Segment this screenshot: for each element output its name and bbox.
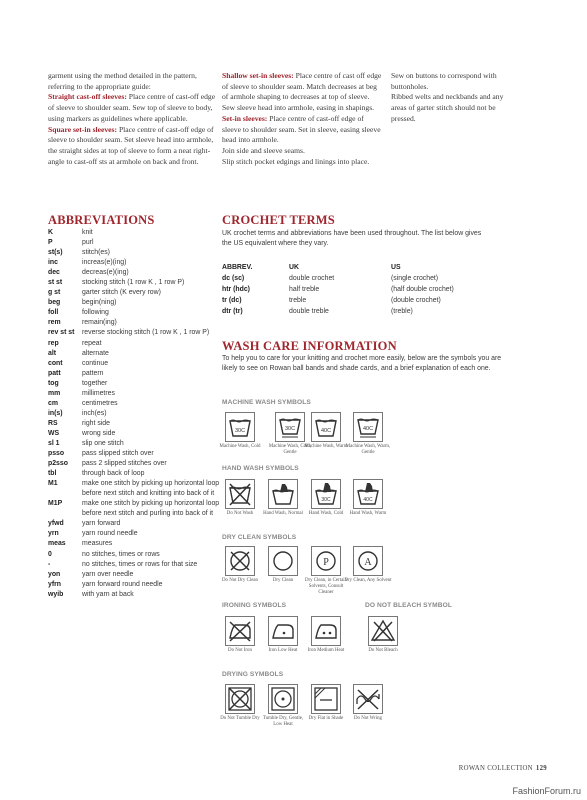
abbreviation-meaning: knit [82, 229, 93, 236]
abbreviation-meaning: millimetres [82, 389, 115, 397]
tumble-dry-gentle-icon [268, 684, 298, 714]
crochet-terms-table [222, 262, 491, 317]
hand-wash-warm-icon [353, 479, 383, 509]
col2-para-3: Join side and sleeve seams. [222, 145, 305, 155]
dry-clean-caption: Dry Clean [272, 578, 294, 583]
abbreviation-row [48, 439, 223, 449]
abbreviation-key: in(s) [48, 409, 63, 417]
abbreviation-row [48, 590, 223, 600]
do-not-iron-caption: Do Not Iron [228, 648, 252, 653]
do-not-wash-caption: Do Not Wash [226, 511, 254, 516]
abbreviation-key: meas [48, 540, 66, 548]
abbreviation-row [48, 449, 223, 459]
ironing-title: IRONING SYMBOLS [222, 602, 287, 609]
drying-title: DRYING SYMBOLS [222, 671, 284, 678]
wash-care-intro: To help you to care for your knitting and crochet more easily, below are the symbols you are likely to see on Rowan ball bands and shade cards, and a brief explanation of each one. [222, 355, 502, 373]
abbreviation-meaning: pattern [82, 369, 104, 377]
footer-label: ROWAN COLLECTION [458, 765, 533, 772]
page-footer [459, 765, 547, 772]
abbreviation-meaning: make one stitch by picking up horizontal loop before next stitch and purling into back of it [82, 500, 220, 518]
abbreviation-row [48, 248, 223, 258]
abbreviation-key: tbl [48, 470, 57, 478]
abbreviation-meaning: yarn round needle [82, 530, 138, 538]
abbreviation-meaning: yarn over needle [82, 570, 134, 578]
abbreviation-key: beg [48, 299, 61, 307]
abbreviation-row [48, 288, 223, 298]
abbreviation-row [48, 268, 223, 278]
abbreviation-row [48, 339, 223, 349]
abbreviation-key: M1P [48, 500, 63, 508]
abbreviation-meaning: no stitches, times or rows for that size [82, 560, 198, 568]
crochet-table-header [222, 262, 491, 273]
abbreviation-meaning: stitch(es) [82, 249, 110, 257]
hand-wash-warm-temp: 40C [363, 497, 373, 503]
abbreviation-key: tog [48, 379, 59, 387]
hand-wash-normal-icon [268, 479, 298, 509]
abbreviation-row [48, 298, 223, 308]
abbreviation-key: sl 1 [48, 439, 60, 447]
abbreviation-row [48, 529, 223, 539]
abbreviation-key: rem [48, 319, 61, 327]
dry-clean-p-letter: P [323, 557, 329, 568]
abbreviation-row [48, 379, 223, 389]
abbreviation-key: alt [48, 349, 57, 357]
intro-column-2 [222, 71, 382, 167]
machine-wash-warm-caption: Machine Wash, Warm [304, 444, 348, 449]
crochet-row: tr (dc) treble (double crochet) [222, 297, 441, 304]
abbreviation-meaning: begin(ning) [82, 299, 117, 307]
abbreviation-row [48, 539, 223, 549]
abbreviation-key: p2sso [48, 460, 68, 468]
machine-wash-cold-caption: Machine Wash, Cold [219, 444, 261, 449]
abbreviation-key: inc [48, 259, 58, 267]
abbreviation-row [48, 258, 223, 268]
abbreviation-meaning: decreas(e)(ing) [82, 269, 129, 277]
abbreviation-key: st(s) [48, 249, 63, 257]
dry-clean-certain-solvents-icon [311, 546, 341, 576]
abbreviation-key: rep [48, 339, 59, 347]
abbreviation-meaning: make one stitch by picking up horizontal loop before next stitch and knitting into back of it [82, 480, 220, 498]
abbreviation-key: yrn [48, 530, 59, 538]
abbreviation-key: wyib [48, 590, 64, 598]
wash-care-heading: WASH CARE INFORMATION [222, 339, 397, 353]
dry-clean-any-solvent-icon [353, 546, 383, 576]
abbreviation-key: foll [48, 309, 59, 317]
abbreviation-meaning: centimetres [82, 399, 118, 407]
col1-para-1: garment using the method detailed in the pattern, referring to the appropriate guide: [48, 71, 197, 91]
abbreviation-meaning: with yarn at back [82, 590, 134, 598]
machine-wash-warm-temp: 40C [320, 428, 332, 434]
col1-para-2: Straight cast-off sleeves: Place centre of cast-off edge of sleeve to shoulder seam. Sew top of sleeve to body, using markers as guidelines where applicable. [48, 92, 216, 123]
do-not-tumble-dry-caption: Do Not Tumble Dry [220, 716, 260, 721]
abbreviation-key: M1 [48, 480, 58, 488]
abbreviation-meaning: increas(e)(ing) [82, 259, 127, 267]
header-us: US [391, 264, 401, 271]
dry-flat-in-shade-icon [311, 684, 341, 714]
abbreviation-key: 0 [48, 550, 52, 558]
col1-para-3: Square set-in sleeves: Place centre of cast-off edge of sleeve to shoulder seam. Set sleeve head into armhole, the straight sides at top of sleeve to form a neat right-angle to cast-off sts at armhole on back and front. [48, 124, 214, 166]
abbreviation-meaning: yarn forward round needle [82, 580, 163, 588]
abbreviation-key: rev st st [48, 329, 75, 337]
abbreviation-row [48, 550, 223, 560]
dry-clean-a-letter: A [364, 557, 372, 568]
abbreviation-key: P [48, 239, 53, 247]
abbreviation-meaning: reverse stocking stitch (1 row K , 1 row P) [82, 329, 210, 337]
header-abbrev: ABBREV. [222, 264, 253, 271]
hand-wash-cold-caption: Hand Wash, Cold [308, 511, 344, 516]
intro-column-3 [391, 71, 516, 125]
abbreviation-key: patt [48, 369, 61, 377]
abbreviation-key: st st [48, 279, 63, 287]
abbreviation-meaning: wrong side [82, 429, 116, 437]
col2-para-4: Slip stitch pocket edgings and linings into place. [222, 156, 370, 166]
header-uk: UK [289, 264, 299, 271]
hand-wash-cold-icon [311, 479, 341, 509]
do-not-iron-icon [225, 616, 255, 646]
iron-low-heat-icon [268, 616, 298, 646]
col3-para-1: Sew on buttons to correspond with buttonholes. [391, 71, 497, 91]
machine-wash-warm-gentle-caption: Machine Wash, Warm, Gentle [345, 444, 391, 456]
abbreviation-row [48, 580, 223, 590]
machine-wash-title: MACHINE WASH SYMBOLS [222, 399, 311, 406]
abbreviation-meaning: following [82, 309, 109, 317]
abbreviation-row [48, 369, 223, 379]
dry-clean-title: DRY CLEAN SYMBOLS [222, 534, 297, 541]
do-not-dry-clean-icon [225, 546, 255, 576]
abbreviation-meaning: inch(es) [82, 409, 107, 417]
dry-flat-in-shade-caption: Dry Flat in Shade [308, 716, 344, 721]
abbreviation-row [48, 429, 223, 439]
abbreviation-row [48, 479, 223, 499]
machine-wash-cold-icon [225, 412, 255, 442]
abbreviation-row [48, 328, 223, 338]
abbreviation-row [48, 278, 223, 288]
abbreviation-row [48, 228, 223, 238]
abbreviation-row [48, 389, 223, 399]
iron-low-heat-caption: Iron Low Heat [268, 648, 298, 653]
abbreviations-list [48, 228, 223, 600]
abbreviation-key: yfwd [48, 520, 64, 528]
col3-para-2: Ribbed welts and neckbands and any areas of garter stitch should not be pressed. [391, 92, 504, 123]
abbreviation-key: yon [48, 570, 61, 578]
abbreviation-row [48, 459, 223, 469]
abbreviation-key: RS [48, 419, 58, 427]
abbreviation-row [48, 419, 223, 429]
dry-clean-any-solvent-caption: Dry Clean, Any Solvent [344, 578, 392, 583]
abbreviation-key: dec [48, 269, 60, 277]
do-not-wring-caption: Do Not Wring [354, 716, 382, 721]
intro-column-1 [48, 71, 216, 167]
abbreviation-meaning: pass slipped stitch over [82, 450, 154, 458]
abbreviation-meaning: repeat [82, 339, 102, 347]
abbreviation-key: WS [48, 429, 60, 437]
abbreviation-row [48, 308, 223, 318]
machine-wash-warm-gentle-icon [353, 412, 383, 442]
hand-wash-normal-caption: Hand Wash, Normal [263, 511, 303, 516]
dry-clean-certain-solvents-caption: Dry Clean, in Certain Solvents, Consult Cleaner [304, 578, 348, 596]
abbreviation-row [48, 469, 223, 479]
abbreviation-row [48, 318, 223, 328]
col2-para-2: Set-in sleeves: Place centre of cast-off edge of sleeve to shoulder seam. Set in sleeve, easing sleeve head into armhole. [222, 113, 381, 145]
iron-medium-heat-caption: Iron Medium Heat [307, 648, 345, 653]
abbreviation-row [48, 499, 223, 519]
abbreviation-meaning: yarn forward [82, 520, 121, 528]
abbreviation-key: yfrn [48, 580, 62, 588]
crochet-terms-heading: CROCHET TERMS [222, 213, 335, 227]
crochet-row: dtr (tr) double treble (treble) [222, 308, 413, 315]
bleach-title: DO NOT BLEACH SYMBOL [365, 602, 452, 609]
abbreviation-meaning: stocking stitch (1 row K , 1 row P) [82, 279, 185, 287]
machine-wash-warm-gentle-temp: 40C [362, 426, 374, 432]
abbreviation-row [48, 560, 223, 570]
machine-wash-cold-gentle-caption: Machine Wash, Cold, Gentle [268, 444, 312, 456]
abbreviation-row [48, 409, 223, 419]
crochet-row: dc (sc) double crochet (single crochet) [222, 275, 439, 282]
abbreviation-key: K [48, 229, 53, 236]
abbreviation-row [48, 399, 223, 409]
abbreviation-meaning: measures [82, 540, 113, 548]
machine-wash-cold-temp: 30C [234, 428, 246, 434]
abbreviation-meaning: together [82, 379, 108, 387]
dry-clean-icon [268, 546, 298, 576]
abbreviation-row [48, 238, 223, 248]
abbreviation-meaning: right side [82, 419, 110, 427]
abbreviation-meaning: alternate [82, 349, 109, 357]
do-not-wash-icon [225, 479, 255, 509]
col2-para-1: Shallow set-in sleeves: Place centre of cast off edge of sleeve to shoulder seam. Match decreases at beg of armhole shaping to decreases at top of sleeve. Sew sleeve head into armhole, easing in shapings. [222, 71, 382, 113]
abbreviation-meaning: through back of loop [82, 470, 145, 478]
abbreviation-meaning: remain(ing) [82, 319, 117, 327]
abbreviation-row [48, 359, 223, 369]
abbreviation-key: psso [48, 450, 65, 458]
watermark: FashionForum.ru [512, 786, 581, 796]
abbreviation-row [48, 349, 223, 359]
do-not-bleach-caption: Do Not Bleach [368, 648, 398, 653]
machine-wash-warm-icon [311, 412, 341, 442]
hand-wash-cold-temp: 30C [321, 497, 331, 503]
abbreviation-row [48, 519, 223, 529]
abbreviation-row [48, 570, 223, 580]
abbreviation-key: g st [48, 289, 61, 297]
tumble-dry-gentle-caption: Tumble Dry, Gentle, Low Heat [262, 716, 304, 728]
abbreviation-meaning: continue [82, 359, 109, 367]
machine-wash-cold-gentle-temp: 30C [284, 426, 296, 432]
abbreviation-key: mm [48, 389, 61, 397]
abbreviation-meaning: garter stitch (K every row) [82, 289, 161, 297]
hand-wash-title: HAND WASH SYMBOLS [222, 465, 299, 472]
hand-wash-warm-caption: Hand Wash, Warm [349, 511, 387, 516]
abbreviation-meaning: no stitches, times or rows [82, 550, 160, 558]
abbreviation-key: cont [48, 359, 63, 367]
iron-medium-heat-icon [311, 616, 341, 646]
do-not-tumble-dry-icon [225, 684, 255, 714]
page-number: 129 [535, 765, 547, 772]
abbreviation-meaning: slip one stitch [82, 439, 124, 447]
abbreviation-key: cm [48, 399, 58, 407]
crochet-intro: UK crochet terms and abbreviations have been used throughout. The list below gives the US equivalent where they vary. [222, 230, 482, 248]
do-not-dry-clean-caption: Do Not Dry Clean [222, 578, 258, 583]
do-not-bleach-icon [368, 616, 398, 646]
abbreviation-meaning: purl [82, 239, 94, 247]
crochet-row: htr (hdc) half treble (half double crochet) [222, 286, 454, 293]
do-not-wring-icon [353, 684, 383, 714]
abbreviation-key: - [48, 560, 51, 568]
machine-wash-cold-gentle-icon [275, 412, 305, 442]
abbreviation-meaning: pass 2 slipped stitches over [82, 460, 167, 468]
abbreviations-heading: ABBREVIATIONS [48, 213, 155, 227]
